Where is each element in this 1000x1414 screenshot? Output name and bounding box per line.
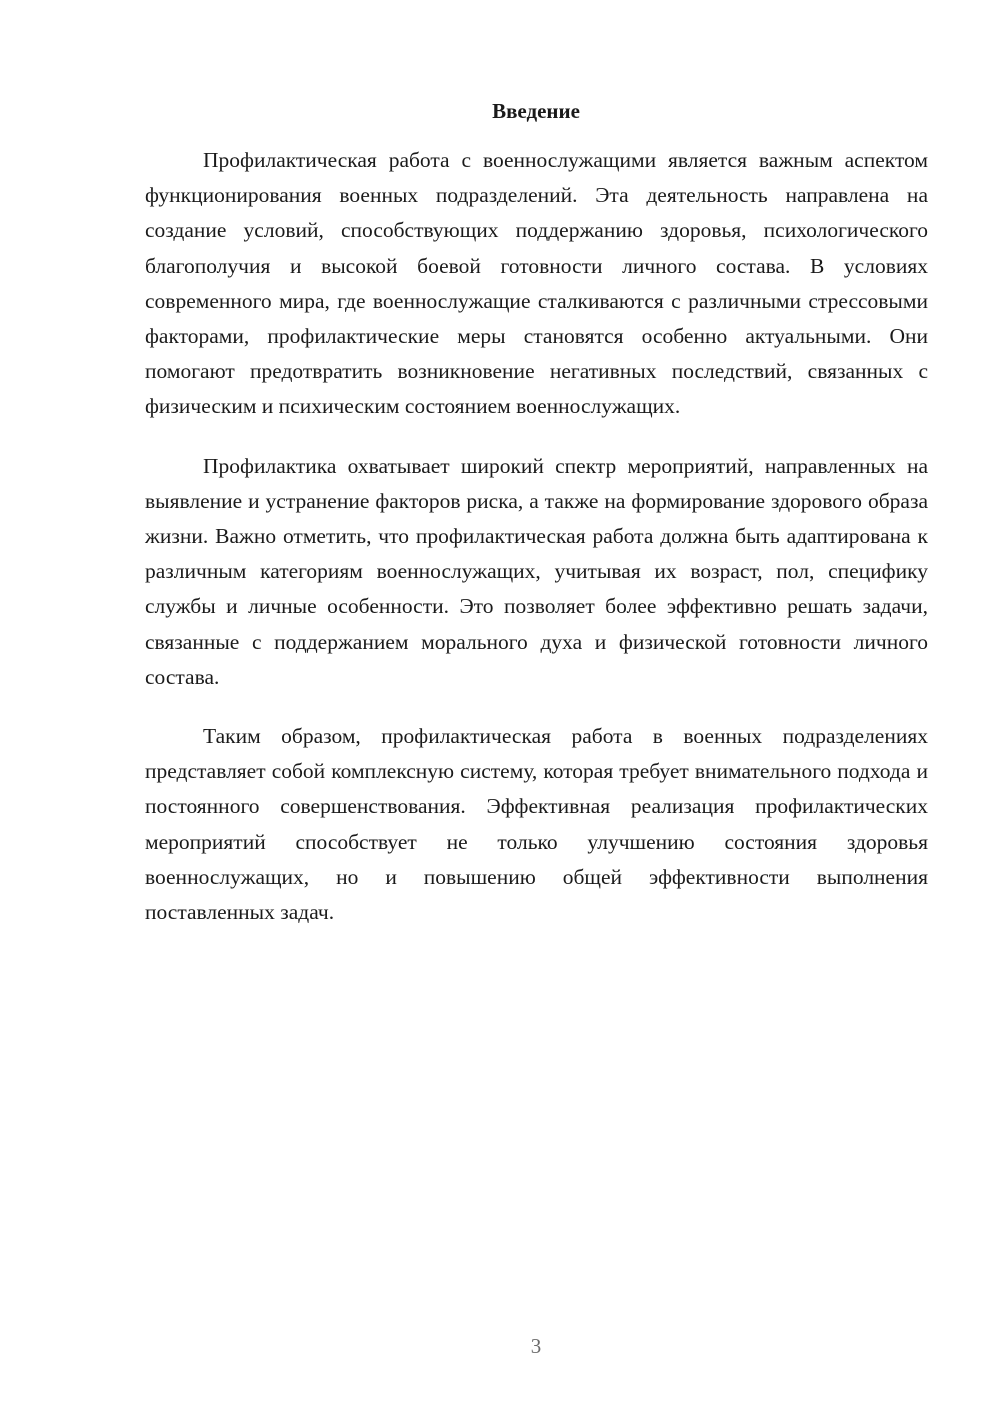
body-text: [145, 143, 928, 954]
paragraph-2: Профилактика охватывает широкий спектр мероприятий, направленных на выявление и устранение факторов риска, а также на формирование здорового образа жизни. Важно отметить, что профилактическая работа должна быть адаптирована к различным категориям военнослужащих, учитывая их возраст, пол, специфику службы и личные особенности. Это позволяет более эффективно решать задачи, связанные с поддержанием морального духа и физической готовности личного состава.: [145, 453, 928, 689]
paragraph-3: Таким образом, профилактическая работа в военных подразделениях представляет собой комплексную систему, которая требует внимательного подхода и постоянного совершенствования. Эффективная реализация профилактических мероприятий способствует не только улучшению состояния здоровья военнослужащих, но и повышению общей эффективности выполнения поставленных задач.: [145, 724, 928, 925]
paragraph-1: Профилактическая работа с военнослужащими является важным аспектом функционирования военных подразделений. Эта деятельность направлена на создание условий, способствующих поддержанию здоровья, психологического благополучия и высокой боевой готовности личного состава. В условиях современного мира, где военнослужащие сталкиваются с различными стрессовыми факторами, профилактические меры становятся особенно актуальными. Они помогают предотвратить возникновение негативных последствий, связанных с физическим и психическим состоянием военнослужащих.: [145, 148, 928, 419]
page-title: Введение: [492, 99, 580, 123]
page-number: 3: [530, 1334, 542, 1358]
